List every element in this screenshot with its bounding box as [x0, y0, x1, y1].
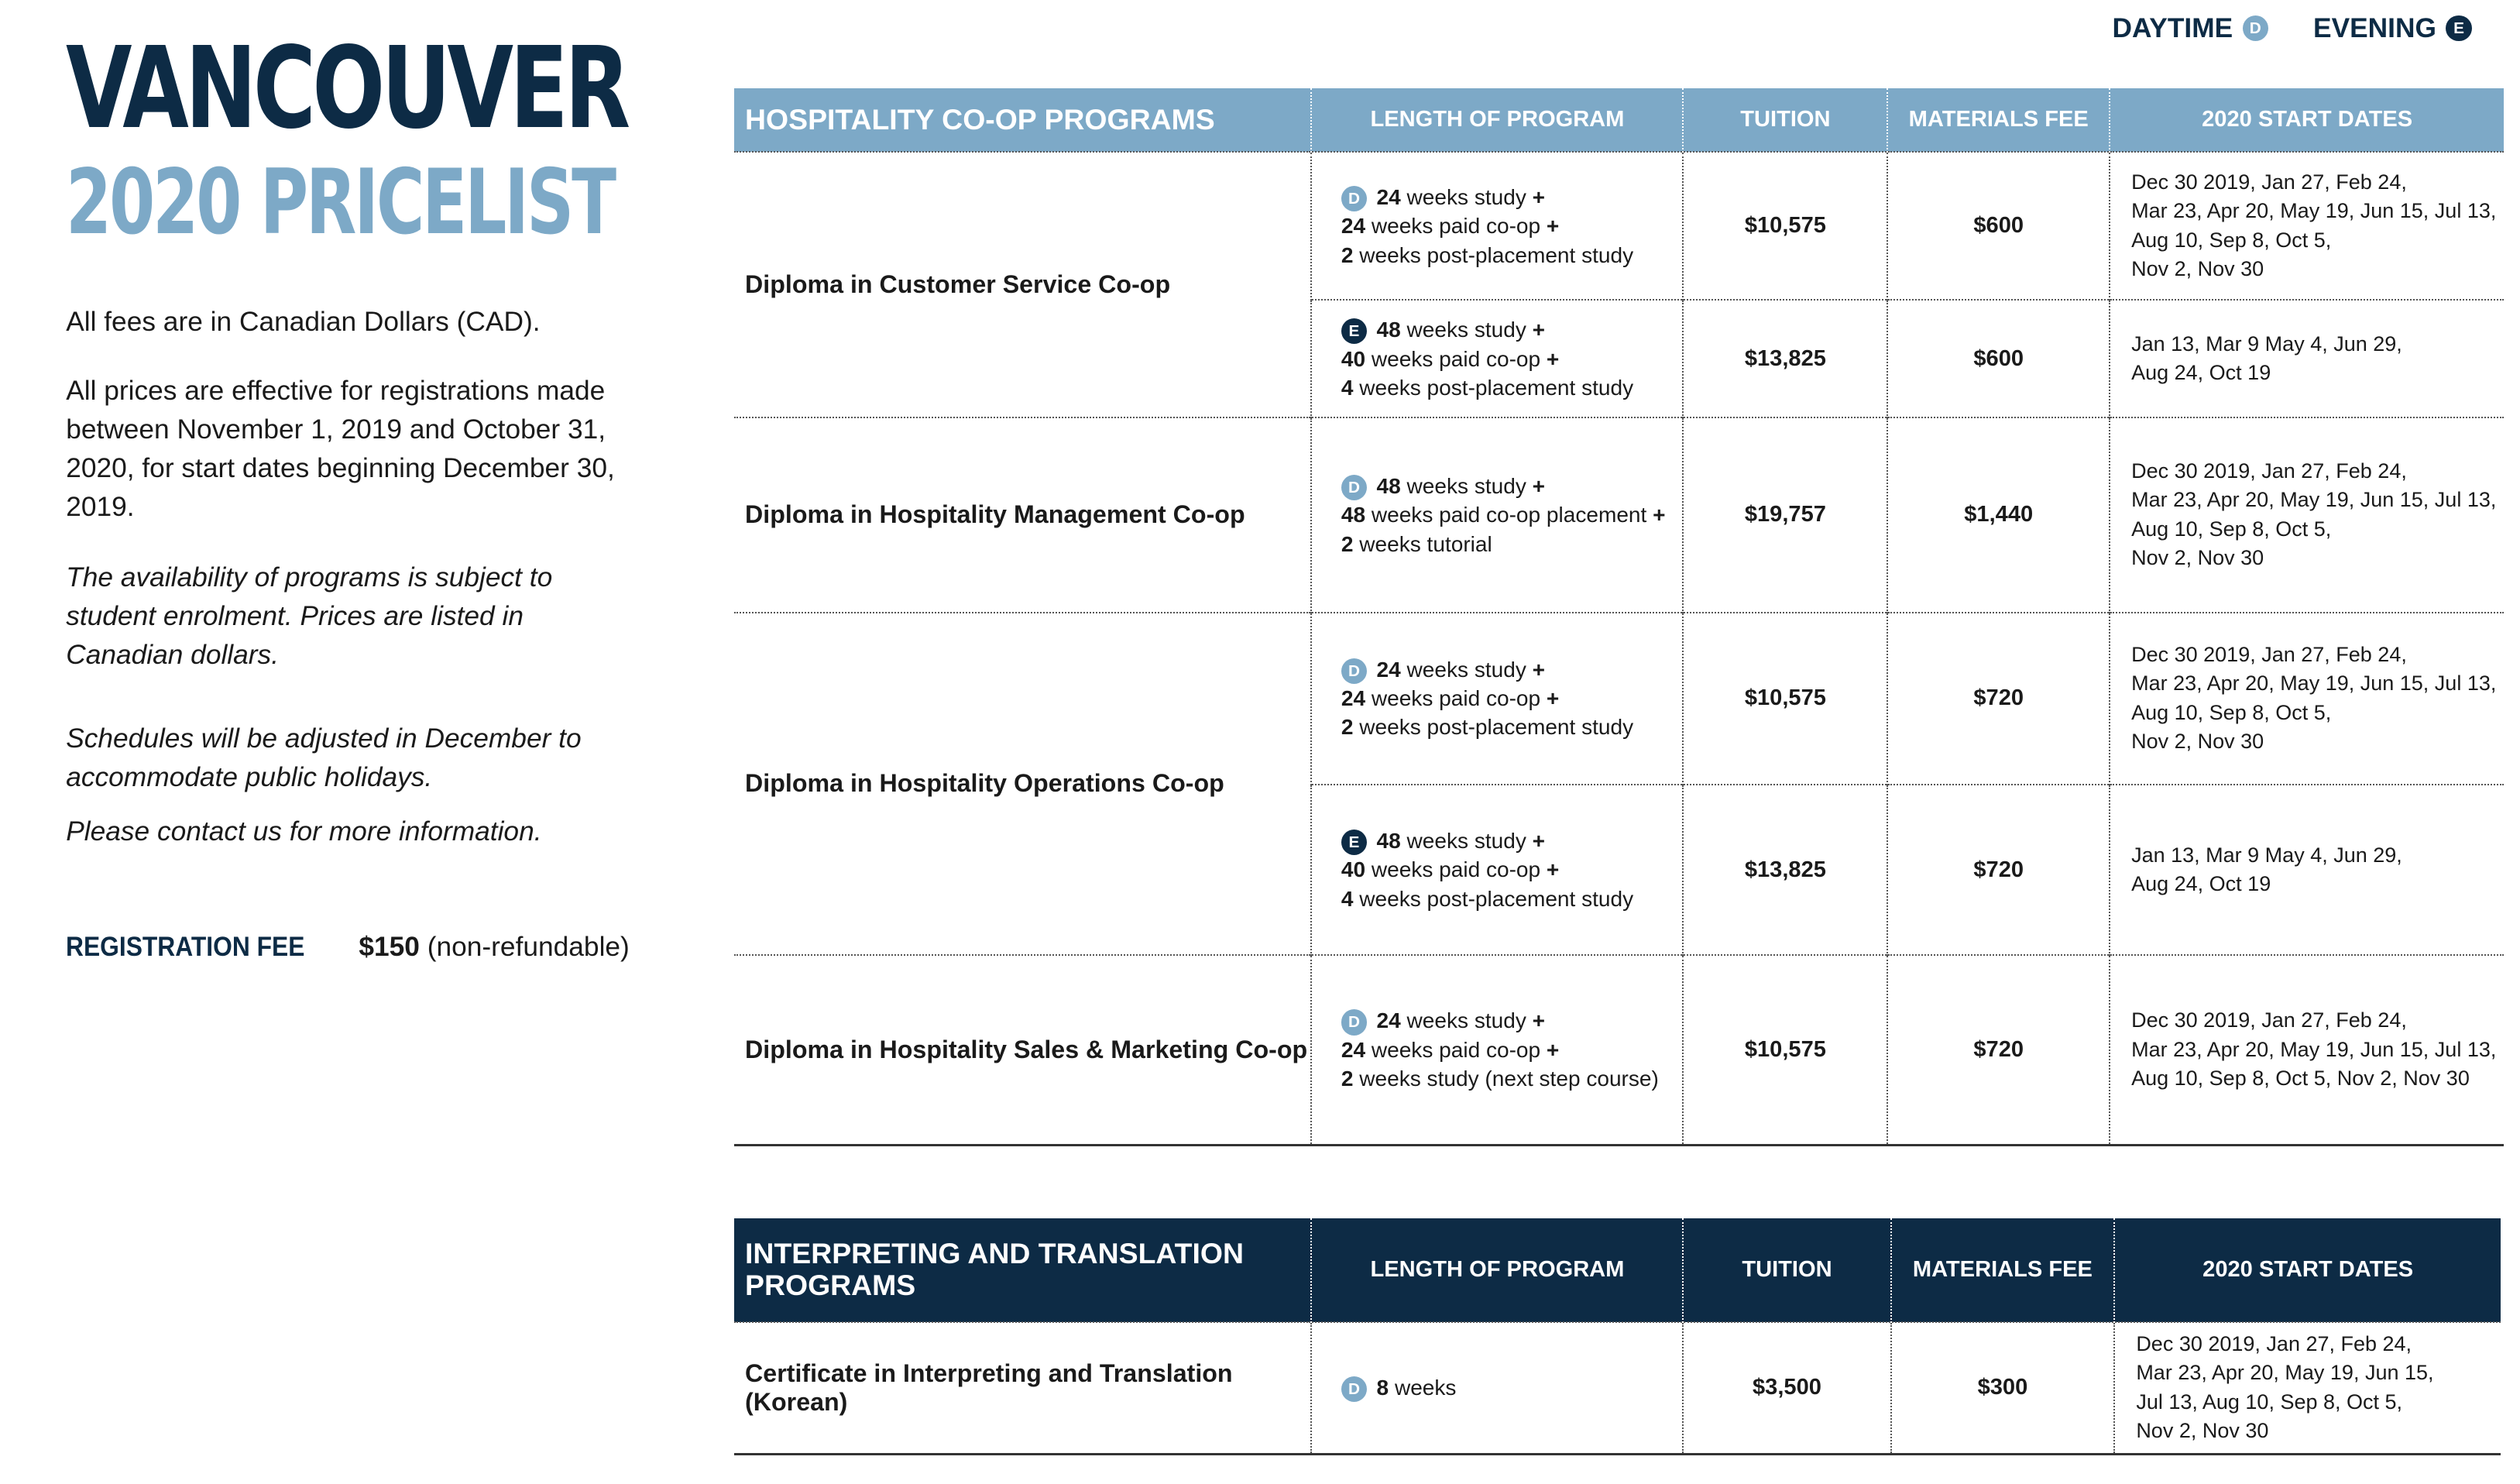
- schedule-legend: [2113, 13, 2472, 44]
- tuition-value: $10,575: [1683, 955, 1887, 1145]
- daytime-badge-icon: D: [1341, 186, 1367, 211]
- weeks-text: weeks study (next step course): [1353, 1067, 1659, 1091]
- materials-fee-value: $1,440: [1887, 417, 2110, 612]
- weeks-text: weeks study: [1400, 828, 1533, 853]
- length-column-header: LENGTH OF PROGRAM: [1311, 1218, 1683, 1322]
- weeks-text: weeks paid co-op placement: [1365, 503, 1653, 527]
- dates-line: Aug 10, Sep 8, Oct 5,: [2131, 700, 2332, 724]
- dates-line: Dec 30 2019, Jan 27, Feb 24,: [2131, 1008, 2407, 1032]
- weeks-count: 2: [1341, 242, 1354, 267]
- dates-line: Nov 2, Nov 30: [2131, 546, 2264, 570]
- tuition-value: $10,575: [1683, 613, 1887, 785]
- dates-line: Aug 10, Sep 8, Oct 5,: [2131, 228, 2332, 252]
- weeks-text: weeks post-placement study: [1353, 242, 1634, 267]
- table-header-row: [734, 1218, 2501, 1322]
- weeks-text: weeks paid co-op: [1365, 1037, 1547, 1062]
- program-length: [1311, 613, 1683, 785]
- dates-line: Jan 13, Mar 9 May 4, Jun 29,: [2131, 843, 2402, 867]
- evening-badge-icon: E: [1341, 830, 1367, 855]
- weeks-text: weeks paid co-op: [1365, 686, 1547, 711]
- dates-line: Dec 30 2019, Jan 27, Feb 24,: [2131, 459, 2407, 483]
- daytime-legend-label: DAYTIME: [2112, 12, 2233, 43]
- plus-sign: +: [1532, 657, 1546, 682]
- registration-fee-label: REGISTRATION FEE: [66, 932, 305, 963]
- weeks-count: 40: [1341, 857, 1366, 882]
- weeks-count: 24: [1341, 214, 1366, 239]
- program-name: Certificate in Interpreting and Translation (Korean): [734, 1322, 1312, 1454]
- materials-column-header: MATERIALS FEE: [1891, 1218, 2115, 1322]
- dates-column-header: 2020 START DATES: [2110, 88, 2504, 152]
- dates-line: Nov 2, Nov 30: [2131, 257, 2264, 281]
- weeks-text: weeks: [1389, 1376, 1457, 1400]
- weeks-count: 24: [1376, 184, 1401, 209]
- program-name: Diploma in Hospitality Sales & Marketing Co-op: [734, 955, 1312, 1145]
- tuition-value: $10,575: [1683, 152, 1887, 300]
- start-dates: [2110, 152, 2504, 300]
- dates-column-header: 2020 START DATES: [2114, 1218, 2501, 1322]
- weeks-text: weeks study: [1400, 318, 1533, 342]
- weeks-count: 24: [1341, 1037, 1366, 1062]
- plus-sign: +: [1532, 318, 1546, 342]
- weeks-text: weeks paid co-op: [1365, 214, 1547, 239]
- program-name: Diploma in Hospitality Management Co-op: [734, 417, 1312, 612]
- weeks-count: 24: [1376, 1008, 1401, 1033]
- availability-note: The availability of programs is subject to student enrolment. Prices are listed in Canadian dollars.: [66, 562, 553, 670]
- tuition-value: $3,500: [1683, 1322, 1890, 1454]
- weeks-text: weeks study: [1400, 1008, 1533, 1033]
- dates-line: Aug 24, Oct 19: [2131, 872, 2271, 896]
- weeks-count: 8: [1376, 1376, 1389, 1400]
- materials-fee-value: $720: [1887, 785, 2110, 955]
- plus-sign: +: [1546, 686, 1560, 711]
- weeks-text: weeks study: [1400, 184, 1533, 209]
- start-dates: [2110, 417, 2504, 612]
- dates-line: Nov 2, Nov 30: [2131, 730, 2264, 754]
- dates-line: Mar 23, Apr 20, May 19, Jun 15,: [2136, 1361, 2434, 1385]
- plus-sign: +: [1546, 1037, 1560, 1062]
- daytime-badge-icon: D: [2243, 15, 2268, 41]
- program-column-header: INTERPRETING AND TRANSLATION PROGRAMS: [734, 1218, 1312, 1322]
- plus-sign: +: [1653, 503, 1666, 527]
- program-length: [1311, 152, 1683, 300]
- dates-line: Mar 23, Apr 20, May 19, Jun 15, Jul 13,: [2131, 672, 2497, 696]
- materials-fee-value: $720: [1887, 955, 2110, 1145]
- weeks-count: 48: [1376, 473, 1401, 498]
- weeks-count: 2: [1341, 1067, 1354, 1091]
- dates-line: Aug 24, Oct 19: [2131, 361, 2271, 385]
- program-length: [1311, 1322, 1683, 1454]
- dates-line: Dec 30 2019, Jan 27, Feb 24,: [2131, 170, 2407, 194]
- weeks-text: weeks post-placement study: [1353, 376, 1634, 400]
- page-title: VANCOUVER: [66, 22, 627, 154]
- weeks-text: weeks post-placement study: [1353, 715, 1634, 740]
- program-length: [1311, 417, 1683, 612]
- program-column-header: HOSPITALITY CO-OP PROGRAMS: [734, 88, 1312, 152]
- table-row: [734, 955, 2505, 1145]
- weeks-count: 48: [1341, 503, 1366, 527]
- weeks-count: 4: [1341, 886, 1354, 911]
- contact-note: Please contact us for more information.: [66, 816, 542, 847]
- weeks-count: 2: [1341, 715, 1354, 740]
- plus-sign: +: [1532, 828, 1546, 853]
- hospitality-programs-table: [734, 88, 2505, 1146]
- daytime-badge-icon: D: [1341, 475, 1367, 500]
- program-name: Diploma in Customer Service Co-op: [734, 152, 1312, 417]
- daytime-badge-icon: D: [1341, 658, 1367, 684]
- weeks-text: weeks study: [1400, 657, 1533, 682]
- tuition-value: $19,757: [1683, 417, 1887, 612]
- tuition-column-header: TUITION: [1683, 88, 1887, 152]
- materials-fee-value: $300: [1891, 1322, 2115, 1454]
- weeks-count: 24: [1341, 686, 1366, 711]
- dates-line: Mar 23, Apr 20, May 19, Jun 15, Jul 13,: [2131, 199, 2497, 223]
- dates-line: Dec 30 2019, Jan 27, Feb 24,: [2136, 1332, 2412, 1356]
- program-name: Diploma in Hospitality Operations Co-op: [734, 613, 1312, 956]
- weeks-text: weeks paid co-op: [1365, 346, 1547, 371]
- weeks-count: 4: [1341, 376, 1354, 400]
- page-subtitle: 2020 PRICELIST: [66, 149, 615, 255]
- start-dates: [2110, 785, 2504, 955]
- evening-badge-icon: E: [2446, 15, 2471, 41]
- table-row: [734, 152, 2505, 300]
- schedules-note: Schedules will be adjusted in December to accommodate public holidays.: [66, 723, 582, 792]
- weeks-count: 24: [1376, 657, 1401, 682]
- table-row: [734, 417, 2505, 612]
- dates-line: Aug 10, Sep 8, Oct 5, Nov 2, Nov 30: [2131, 1067, 2470, 1091]
- interpreting-programs-table: [734, 1218, 2501, 1455]
- registration-fee-value: [359, 932, 629, 963]
- start-dates: [2114, 1322, 2501, 1454]
- dates-line: Nov 2, Nov 30: [2136, 1419, 2269, 1443]
- weeks-text: weeks post-placement study: [1353, 886, 1634, 911]
- plus-sign: +: [1532, 184, 1546, 209]
- weeks-text: weeks paid co-op: [1365, 857, 1547, 882]
- start-dates: [2110, 955, 2504, 1145]
- dates-line: Mar 23, Apr 20, May 19, Jun 15, Jul 13,: [2131, 1037, 2497, 1061]
- plus-sign: +: [1532, 1008, 1546, 1033]
- registration-fee-note: (non-refundable): [427, 932, 630, 963]
- daytime-badge-icon: D: [1341, 1376, 1367, 1402]
- dates-line: Jan 13, Mar 9 May 4, Jun 29,: [2131, 331, 2402, 356]
- weeks-count: 48: [1376, 828, 1401, 853]
- tuition-value: $13,825: [1683, 300, 1887, 417]
- materials-fee-value: $720: [1887, 613, 2110, 785]
- weeks-count: 40: [1341, 346, 1366, 371]
- currency-note: All fees are in Canadian Dollars (CAD).: [66, 306, 541, 337]
- dates-line: Jul 13, Aug 10, Sep 8, Oct 5,: [2136, 1390, 2403, 1414]
- plus-sign: +: [1532, 473, 1546, 498]
- weeks-text: weeks study: [1400, 473, 1533, 498]
- materials-column-header: MATERIALS FEE: [1887, 88, 2110, 152]
- weeks-text: weeks tutorial: [1353, 531, 1492, 556]
- program-length: [1311, 300, 1683, 417]
- start-dates: [2110, 300, 2504, 417]
- evening-legend-label: EVENING: [2313, 12, 2436, 43]
- daytime-badge-icon: D: [1341, 1009, 1367, 1035]
- program-length: [1311, 785, 1683, 955]
- plus-sign: +: [1546, 346, 1560, 371]
- plus-sign: +: [1546, 857, 1560, 882]
- table-header-row: [734, 88, 2505, 152]
- table-row: [734, 1322, 2501, 1454]
- start-dates: [2110, 613, 2504, 785]
- materials-fee-value: $600: [1887, 152, 2110, 300]
- dates-line: Mar 23, Apr 20, May 19, Jun 15, Jul 13,: [2131, 488, 2497, 512]
- effective-note: All prices are effective for registrations made between November 1, 2019 and October 31, 2020, for start dates beginning December 30, 2019.: [66, 375, 615, 522]
- program-length: [1311, 955, 1683, 1145]
- evening-badge-icon: E: [1341, 318, 1367, 344]
- registration-fee-amount: $150: [359, 932, 420, 963]
- table-row: [734, 613, 2505, 785]
- tuition-column-header: TUITION: [1683, 1218, 1890, 1322]
- tuition-value: $13,825: [1683, 785, 1887, 955]
- dates-line: Aug 10, Sep 8, Oct 5,: [2131, 517, 2332, 541]
- weeks-count: 2: [1341, 531, 1354, 556]
- materials-fee-value: $600: [1887, 300, 2110, 417]
- length-column-header: LENGTH OF PROGRAM: [1311, 88, 1683, 152]
- weeks-count: 48: [1376, 318, 1401, 342]
- plus-sign: +: [1546, 214, 1560, 239]
- dates-line: Dec 30 2019, Jan 27, Feb 24,: [2131, 642, 2407, 666]
